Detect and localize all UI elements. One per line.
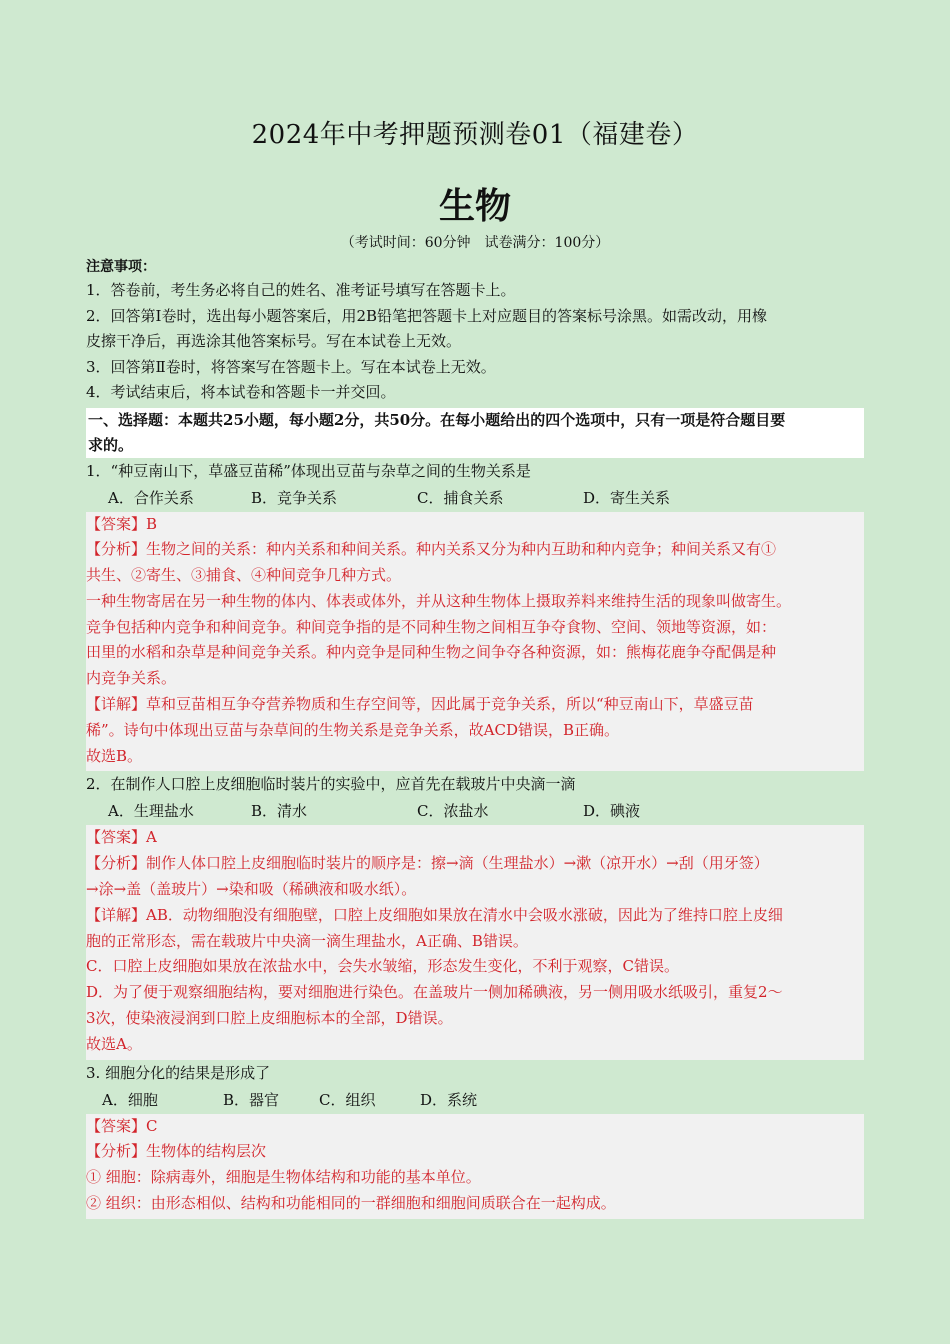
option-d: D．寄生关系 bbox=[583, 488, 671, 507]
question-stem: 2．在制作人口腔上皮细胞临时装片的实验中，应首先在载玻片中央滴一滴 bbox=[86, 775, 576, 794]
option-d: D．碘液 bbox=[583, 802, 641, 821]
answer-block bbox=[86, 512, 864, 772]
option-b: B．清水 bbox=[251, 802, 308, 821]
option-b: B．竞争关系 bbox=[251, 488, 338, 507]
answer-line: 稀”。诗句中体现出豆苗与杂草间的生物关系是竞争关系，故ACD错误，B正确。 bbox=[86, 720, 620, 739]
answer-line: C．口腔上皮细胞如果放在浓盐水中，会失水皱缩，形态发生变化，不利于观察，C错误。 bbox=[86, 957, 679, 976]
answer-line: 竞争包括种内竞争和种间竞争。种间竞争指的是不同种生物之间相互争夺食物、空间、领地等资源，如： bbox=[86, 617, 777, 636]
option-a: A．细胞 bbox=[102, 1090, 158, 1109]
answer-block bbox=[86, 825, 864, 1059]
note-item: 3．回答第Ⅱ卷时，将答案写在答题卡上。写在本试卷上无效。 bbox=[86, 357, 496, 376]
note-item: 2．回答第Ⅰ卷时，选出每小题答案后，用2B铅笔把答题卡上对应题目的答案标号涂黑。如需改动，用橡 bbox=[86, 306, 768, 325]
answer-line: 【详解】草和豆苗相互争夺营养物质和生存空间等，因此属于竞争关系，所以“种豆南山下，草盛豆苗 bbox=[86, 695, 754, 714]
answer-line: ① 细胞：除病毒外，细胞是生物体结构和功能的基本单位。 bbox=[86, 1168, 481, 1187]
answer-block bbox=[86, 1114, 864, 1219]
option-b: B．器官 bbox=[223, 1090, 280, 1109]
question-options bbox=[86, 1087, 864, 1114]
option-a: A．合作关系 bbox=[108, 488, 194, 507]
note-item: 1．答卷前，考生务必将自己的姓名、准考证号填写在答题卡上。 bbox=[86, 281, 516, 299]
answer-line: 【分析】制作人体口腔上皮细胞临时装片的顺序是：擦→滴（生理盐水）→漱（凉开水）→刮（用牙签） bbox=[86, 854, 769, 873]
answer-line: 内竞争关系。 bbox=[86, 669, 177, 688]
notes-heading: 注意事项： bbox=[86, 259, 156, 275]
question-stem: 3. 细胞分化的结果是形成了 bbox=[86, 1063, 271, 1082]
answer-line: 【分析】生物体的结构层次 bbox=[86, 1142, 267, 1161]
answer-line: 【详解】AB．动物细胞没有细胞壁，口腔上皮细胞如果放在清水中会吸水涨破，因此为了维持口腔上皮细 bbox=[86, 905, 783, 924]
subject-heading: 生物 bbox=[438, 185, 511, 227]
answer-line: 一种生物寄居在另一种生物的体内、体表或体外，并从这种生物体上摄取养料来维持生活的现象叫做寄生。 bbox=[86, 591, 792, 610]
exam-title: 2024年中考押题预测卷01（福建卷） bbox=[251, 120, 699, 150]
option-d: D．系统 bbox=[420, 1090, 478, 1109]
answer-line: 【答案】B bbox=[86, 514, 158, 533]
answer-line: 【分析】生物之间的关系：种内关系和种间关系。种内关系又分为种内互助和种内竞争；种间关系又有① bbox=[86, 540, 777, 559]
answer-line: 故选A。 bbox=[86, 1034, 142, 1053]
answer-line: 【答案】C bbox=[86, 1116, 158, 1135]
option-c: C．捕食关系 bbox=[417, 488, 504, 507]
answer-line: 胞的正常形态，需在载玻片中央滴一滴生理盐水，A正确、B错误。 bbox=[86, 931, 528, 950]
answer-line: →涂→盖（盖玻片）→染和吸（稀碘液和吸水纸）。 bbox=[86, 880, 417, 899]
question-options bbox=[86, 798, 864, 825]
answer-line: 3次，使染液浸润到口腔上皮细胞标本的全部，D错误。 bbox=[86, 1009, 453, 1028]
option-c: C．浓盐水 bbox=[417, 802, 489, 821]
section-heading-line: 求的。 bbox=[88, 435, 134, 454]
exam-info: （考试时间：60分钟 试卷满分：100分） bbox=[340, 235, 610, 251]
answer-line: 田里的水稻和杂草是种间竞争关系。种内竞争是同种生物之间争夺各种资源，如：熊梅花鹿争夺配偶是种 bbox=[86, 643, 777, 662]
question-stem: 1．“种豆南山下，草盛豆苗稀”体现出豆苗与杂草之间的生物关系是 bbox=[86, 461, 531, 480]
note-item: 皮擦干净后，再选涂其他答案标号。写在本试卷上无效。 bbox=[86, 332, 462, 350]
section-heading bbox=[86, 408, 864, 458]
answer-line: 共生、②寄生、③捕食、④种间竞争几种方式。 bbox=[86, 566, 402, 585]
note-item: 4．考试结束后，将本试卷和答题卡一并交回。 bbox=[86, 383, 396, 401]
question-options bbox=[86, 485, 864, 512]
answer-line: D．为了便于观察细胞结构，要对细胞进行染色。在盖玻片一侧加稀碘液，另一侧用吸水纸吸引，重复2～ bbox=[86, 983, 783, 1002]
section-heading-line: 一、选择题：本题共25小题，每小题2分，共50分。在每小题给出的四个选项中，只有一项是符合题目要 bbox=[88, 410, 786, 429]
option-a: A．生理盐水 bbox=[108, 802, 194, 821]
answer-line: 故选B。 bbox=[86, 746, 143, 765]
content bbox=[86, 256, 864, 1219]
option-c: C．组织 bbox=[319, 1090, 376, 1109]
answer-line: ② 组织：由形态相似、结构和功能相同的一群细胞和细胞间质联合在一起构成。 bbox=[86, 1194, 616, 1213]
answer-line: 【答案】A bbox=[86, 828, 157, 847]
